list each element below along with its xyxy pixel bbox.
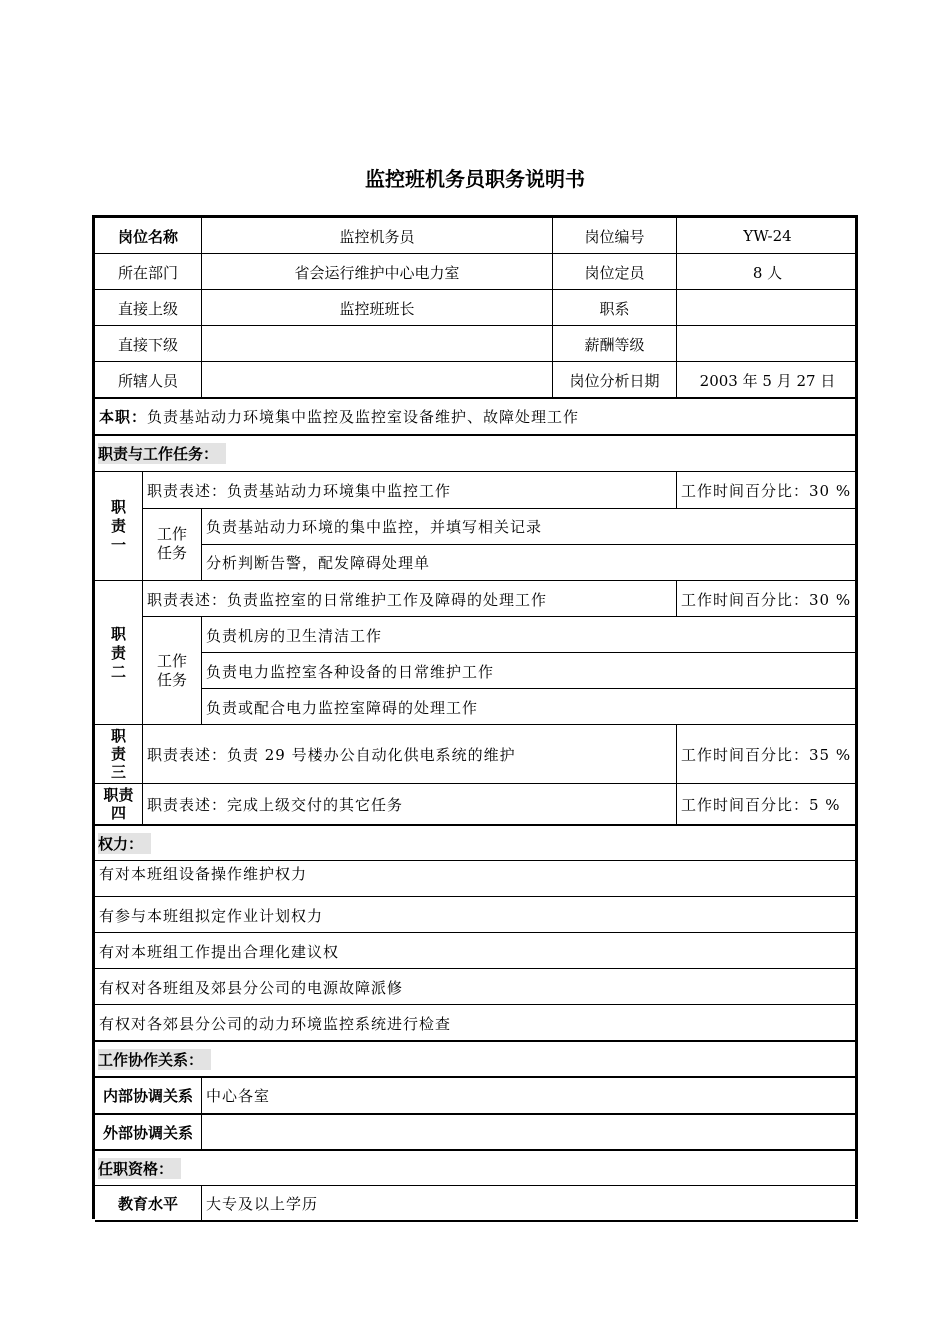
grid-line: [95, 824, 858, 826]
duty-four-label: [95, 784, 142, 824]
grid-line: [142, 508, 858, 509]
authority-item-2: 有参与本班组拟定作业计划权力: [99, 906, 324, 925]
task-label-line: 工作: [156, 652, 187, 670]
duty-one-task-1: 负责基站动力环境的集中监控，并填写相关记录: [206, 517, 543, 536]
authority-item-3: 有对本班组工作提出合理化建议权: [99, 942, 340, 961]
main-duty-text: 负责基站动力环境集中监控及监控室设备维护、故障处理工作: [147, 408, 580, 426]
post-number-label: 岗位编号: [584, 227, 645, 246]
duty-two-percent: 工作时间百分比：30 %: [681, 590, 852, 609]
post-name-label: 岗位名称: [117, 227, 178, 246]
duty-two-task-1: 负责机房的卫生清洁工作: [206, 626, 383, 645]
direct-subordinate-label: 直接下级: [117, 335, 178, 354]
job-description-table: [92, 215, 858, 1219]
education-value: 大专及以上学历: [206, 1195, 319, 1213]
duty-one-percent: 工作时间百分比：30 %: [681, 481, 852, 500]
duty-label-char: 职: [110, 497, 126, 516]
duty-label-char: 三: [110, 763, 126, 781]
grid-line: [676, 472, 677, 508]
internal-relations-value: 中心各室: [206, 1087, 271, 1105]
duty-one-label: [95, 472, 142, 580]
external-relations-label: 外部协调关系: [102, 1123, 193, 1142]
authority-header-text: 权力：: [98, 833, 151, 854]
duty-one-statement: 职责表述：负责基站动力环境集中监控工作: [147, 481, 452, 500]
relations-header-text: 工作协作关系：: [98, 1049, 211, 1070]
duty-label-char: 职责: [103, 786, 134, 804]
task-label-line: 工作: [156, 525, 187, 543]
post-name-value: 监控机务员: [339, 227, 415, 246]
grid-line: [202, 544, 858, 545]
duty-label-char: 职: [110, 624, 126, 643]
salary-grade-label: 薪酬等级: [584, 335, 645, 354]
duty-label-char: 二: [110, 662, 126, 681]
grid-line: [201, 508, 202, 580]
grid-line: [202, 688, 858, 689]
duty-label-char: 责: [110, 516, 126, 535]
grid-line: [201, 1076, 202, 1149]
duty-label-char: 职: [110, 727, 126, 745]
duty-label-char: 责: [110, 745, 126, 763]
headcount-label: 岗位定员: [584, 263, 645, 282]
document-title: 监控班机务员职务说明书: [365, 167, 585, 191]
duty-two-task-label: [143, 617, 201, 725]
grid-line: [201, 616, 202, 724]
duty-three-statement: 职责表述：负责 29 号楼办公自动化供电系统的维护: [147, 745, 516, 764]
authority-item-5: 有权对各郊县分公司的动力环境监控系统进行检查: [99, 1014, 452, 1033]
education-label: 教育水平: [117, 1195, 178, 1213]
external-relations-value: [202, 1115, 858, 1149]
duty-two-task-3: 负责或配合电力监控室障碍的处理工作: [206, 698, 479, 717]
job-family-value: [677, 290, 858, 326]
staff-managed-value: [202, 362, 552, 398]
analysis-date-label: 岗位分析日期: [569, 371, 660, 390]
relations-header: [98, 1042, 211, 1076]
department-value: 省会运行维护中心电力室: [294, 263, 460, 282]
duty-one-task-label: [143, 508, 201, 580]
grid-line: [676, 580, 677, 616]
direct-superior-label: 直接上级: [117, 299, 178, 318]
duty-two-label: [95, 581, 142, 725]
headcount-value: 8 人: [752, 263, 783, 282]
job-family-label: 职系: [599, 299, 630, 318]
authority-item-4: 有权对各班组及郊县分公司的电源故障派修: [99, 978, 404, 997]
duty-four-percent: 工作时间百分比：5 %: [681, 795, 841, 814]
duty-four-statement: 职责表述：完成上级交付的其它任务: [147, 795, 404, 814]
duty-label-char: 四: [110, 804, 126, 822]
duties-header: [98, 436, 226, 470]
duty-two-statement: 职责表述：负责监控室的日常维护工作及障碍的处理工作: [147, 590, 548, 609]
staff-managed-label: 所辖人员: [117, 371, 178, 390]
task-label-line: 任务: [156, 671, 187, 689]
direct-superior-value: 监控班班长: [339, 299, 415, 318]
internal-relations-label: 内部协调关系: [102, 1087, 193, 1105]
duties-header-text: 职责与工作任务：: [98, 443, 226, 464]
grid-line: [142, 616, 858, 617]
grid-line: [201, 1185, 202, 1222]
duty-three-percent: 工作时间百分比：35 %: [681, 745, 852, 764]
direct-subordinate-value: [202, 326, 552, 362]
authority-item-1: 有对本班组设备操作维护权力: [99, 865, 308, 883]
grid-line: [202, 652, 858, 653]
duty-label-char: 一: [110, 535, 126, 554]
authority-header: [98, 826, 151, 860]
grid-line: [95, 1220, 858, 1222]
qualifications-header: [98, 1151, 181, 1185]
task-label-line: 任务: [156, 544, 187, 562]
post-number-value: YW-24: [743, 227, 792, 245]
salary-grade-value: [677, 326, 858, 362]
main-duty-label: 本职：: [99, 408, 148, 426]
analysis-date-value: 2003 年 5 月 27 日: [699, 371, 836, 390]
duty-label-char: 责: [110, 643, 126, 662]
duty-two-task-2: 负责电力监控室各种设备的日常维护工作: [206, 662, 495, 681]
grid-line: [95, 1149, 858, 1151]
duty-three-label: [95, 725, 142, 783]
department-label: 所在部门: [117, 263, 178, 282]
qualifications-header-text: 任职资格：: [98, 1158, 181, 1179]
main-duty-row: [95, 399, 858, 434]
duty-one-task-2: 分析判断告警，配发障碍处理单: [206, 553, 431, 572]
